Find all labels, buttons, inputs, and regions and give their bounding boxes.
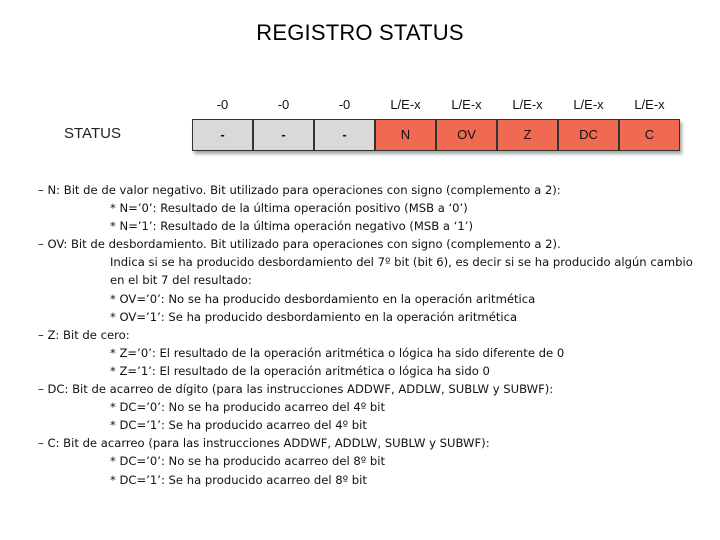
ov-bit-note: Indica si se ha producido desbordamiento del 7º bit (bit 6), es decir si se ha producido algún cambio en el bit 7 del resultado:: [110, 255, 693, 288]
ov-bit-heading: – OV: Bit de desbordamiento. Bit utilizado para operaciones con signo (complemento a 2).: [38, 237, 561, 252]
z-bit-case-0: * Z=’0’: El resultado de la operación aritmética o lógica ha sido diferente de 0: [110, 345, 565, 360]
z-bit-case-1: * Z=’1’: El resultado de la operación aritmética o lógica ha sido 0: [110, 363, 490, 378]
dc-bit-case-1: * DC=’1’: Se ha producido acarreo del 4º bit: [110, 418, 367, 433]
n-bit-heading: – N: Bit de de valor negativo. Bit utilizado para operaciones con signo (complemento a 2):: [38, 183, 561, 197]
bit-header-0: L/E-x: [634, 97, 665, 112]
c-bit-case-1: * DC=’1’: Se ha producido acarreo del 8º bit: [110, 472, 367, 487]
n-bit-case-1: * N=’1’: Resultado de la última operación negativo (MSB a ‘1’): [110, 219, 473, 234]
ov-bit-case-1: * OV=’1’: Se ha producido desbordamiento en la operación aritmética: [110, 309, 518, 324]
status-register-diagram: [60, 97, 665, 157]
bit-descriptions: [38, 181, 708, 489]
bit-cell-ov: OV: [436, 119, 497, 151]
bit-cell-z: Z: [497, 119, 558, 151]
bit-cell-7: -: [192, 119, 253, 151]
c-bit-heading: – C: Bit de acarreo (para las instrucciones ADDWF, ADDLW, SUBLW y SUBWF):: [38, 436, 490, 451]
bit-header-4: L/E-x: [390, 97, 421, 112]
z-bit-heading: – Z: Bit de cero:: [38, 327, 130, 342]
dc-bit-heading: – DC: Bit de acarreo de dígito (para las instrucciones ADDWF, ADDLW, SUBLW y SUBWF):: [38, 382, 554, 397]
ov-bit-case-0: * OV=’0’: No se ha producido desbordamiento en la operación aritmética: [110, 291, 536, 306]
bit-cell-c: C: [619, 119, 680, 151]
bit-header-2: L/E-x: [512, 97, 543, 112]
bit-cell-5: -: [314, 119, 375, 151]
bit-header-3: L/E-x: [451, 97, 482, 112]
page-title: REGISTRO STATUS: [256, 20, 464, 45]
dc-bit-case-0: * DC=’0’: No se ha producido acarreo del 4º bit: [110, 400, 386, 415]
n-bit-case-0: * N=’0’: Resultado de la última operación positivo (MSB a ‘0’): [110, 201, 468, 216]
bit-cell-6: -: [253, 119, 314, 151]
register-bit-cells: [192, 119, 680, 151]
bit-header-6: -0: [277, 97, 290, 112]
c-bit-case-0: * DC=’0’: No se ha producido acarreo del 8º bit: [110, 454, 386, 469]
bit-header-5: -0: [338, 97, 351, 112]
bit-cell-n: N: [375, 119, 436, 151]
bit-header-7: -0: [216, 97, 229, 112]
register-name: STATUS: [64, 125, 121, 142]
bit-header-1: L/E-x: [573, 97, 604, 112]
bit-cell-dc: DC: [558, 119, 619, 151]
